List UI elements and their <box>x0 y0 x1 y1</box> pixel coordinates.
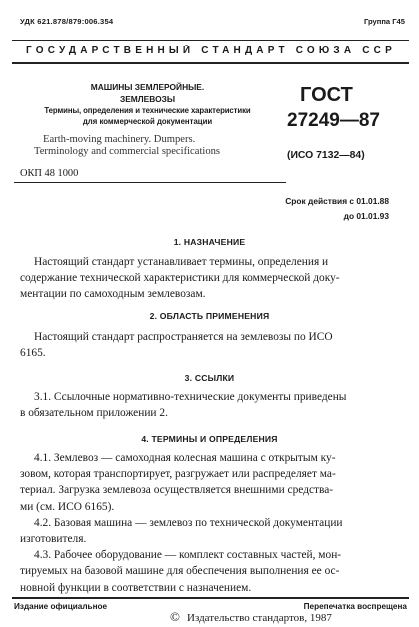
header-rule-bottom <box>12 62 409 64</box>
validity-to: до 01.01.93 <box>343 211 389 221</box>
title-line-3: Термины, определения и технические характеристики <box>44 106 251 115</box>
section-3-line-1: 3.1. Ссылочные нормативно-технические документы приведены <box>34 391 347 403</box>
section-1-line-3: ментации по самоходным землевозам. <box>20 288 206 301</box>
section-1-line-1: Настоящий стандарт устанавливает термины, определения и <box>34 256 329 268</box>
section-4-line-6: изготовителя. <box>20 533 87 546</box>
section-1-title: 1. НАЗНАЧЕНИЕ <box>173 237 246 247</box>
english-title-line-2: Terminology and commercial specifications <box>34 146 221 157</box>
section-1-text <box>20 254 408 303</box>
section-2-text <box>20 329 408 361</box>
official-edition: Издание официальное <box>14 602 108 611</box>
state-standard-banner: ГОСУДАРСТВЕННЫЙ СТАНДАРТ СОЮЗА ССР <box>26 45 396 56</box>
okp-underline <box>14 182 286 183</box>
gost-label: ГОСТ <box>300 84 353 106</box>
gost-number: 27249—87 <box>287 110 380 131</box>
section-2-title: 2. ОБЛАСТЬ ПРИМЕНЕНИЯ <box>149 311 270 321</box>
section-1-line-2: содержание технической характеристики для коммерческой доку- <box>20 272 340 285</box>
section-2-line-1: Настоящий стандарт распространяется на землевозы по ИСО <box>34 331 333 343</box>
section-3-line-2: в обязательном приложении 2. <box>20 407 168 420</box>
publisher-line: Издательство стандартов, 1987 <box>187 612 332 624</box>
section-4-line-1: 4.1. Землевоз — самоходная колесная машина с открытым ку- <box>34 452 336 464</box>
header-rule-top <box>12 40 409 41</box>
english-title-line-1: Earth-moving machinery. Dumpers. <box>43 134 196 145</box>
section-2-line-2: 6165. <box>20 347 46 360</box>
section-4-line-5: 4.2. Базовая машина — землевоз по технической документации <box>34 516 343 529</box>
section-4-line-8: тируемых на базовой машине для обеспечения выполнения ее ос- <box>20 565 340 578</box>
iso-reference: (ИСО 7132—84) <box>287 150 365 161</box>
section-4-line-9: новной функции в соответствии с назначением. <box>20 581 252 594</box>
validity-from: Срок действия с 01.01.88 <box>285 196 389 206</box>
section-4-line-7: 4.3. Рабочее оборудование — комплект составных частей, мон- <box>34 549 342 562</box>
section-4-line-3: териал. Загрузка землевоза осуществляется внешними средства- <box>20 484 334 497</box>
group-code: Группа Г45 <box>363 17 405 26</box>
udk-code: УДК 621.878/879:006.354 <box>20 17 114 26</box>
copyright-icon: © <box>170 609 180 624</box>
okp-code: ОКП 48 1000 <box>20 168 79 179</box>
section-4-title: 4. ТЕРМИНЫ И ОПРЕДЕЛЕНИЯ <box>141 434 278 444</box>
section-4-line-2: зовом, которая транспортирует, разгружает или распределяет ма- <box>20 468 336 481</box>
reprint-prohibited: Перепечатка воспрещена <box>303 602 407 611</box>
footer-rule <box>12 597 409 599</box>
section-4-text <box>20 450 408 596</box>
section-4-line-4: ми (см. ИСО 6165). <box>20 500 115 513</box>
title-line-4: для коммерческой документации <box>82 117 213 126</box>
section-3-text <box>20 389 408 421</box>
section-3-title: 3. ССЫЛКИ <box>184 373 235 383</box>
title-line-1: МАШИНЫ ЗЕМЛЕРОЙНЫЕ. <box>90 82 205 92</box>
title-line-2: ЗЕМЛЕВОЗЫ <box>119 94 176 104</box>
